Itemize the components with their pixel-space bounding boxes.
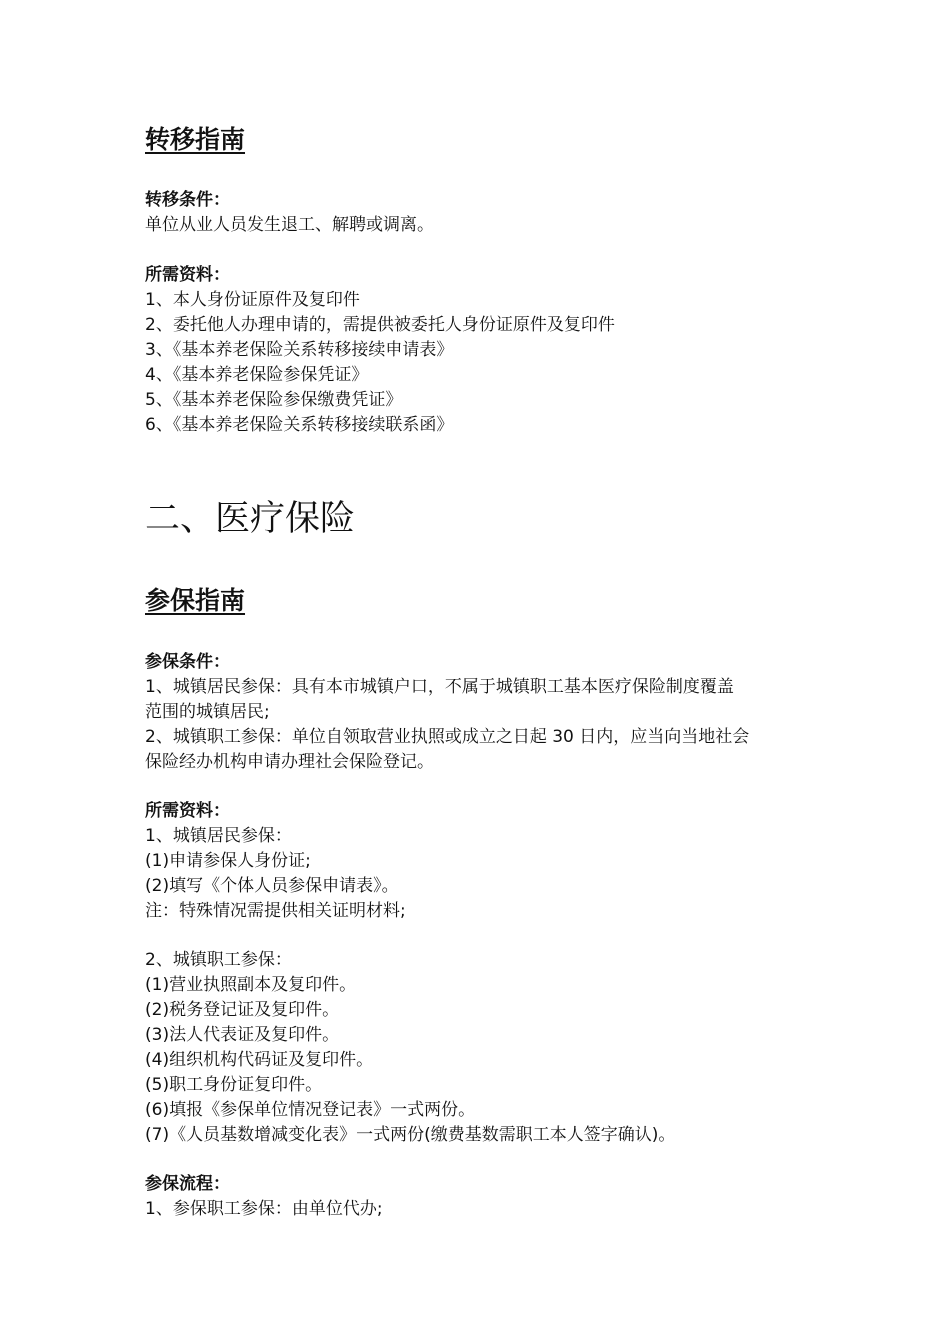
condition-line: 2、城镇职工参保：单位自领取营业执照或成立之日起 30 日内，应当向当地社会 xyxy=(145,727,750,747)
list-item: (7)《人员基数增减变化表》一式两份(缴费基数需职工本人签字确认)。 xyxy=(145,1125,676,1145)
list-item: 1、本人身份证原件及复印件 xyxy=(145,290,360,310)
enrollment-process-label: 参保流程： xyxy=(145,1174,230,1194)
medical-materials-label: 所需资料： xyxy=(145,801,230,821)
list-item: (2)填写《个体人员参保申请表》。 xyxy=(145,876,399,896)
list-item: 2、城镇职工参保： xyxy=(145,950,292,970)
list-item: (4)组织机构代码证及复印件。 xyxy=(145,1050,374,1070)
transfer-guide-heading: 转移指南 xyxy=(145,125,246,154)
list-item: 1、城镇居民参保： xyxy=(145,826,292,846)
list-item: 2、委托他人办理申请的，需提供被委托人身份证原件及复印件 xyxy=(145,315,615,335)
medical-insurance-title: 二、医疗保险 xyxy=(145,499,356,539)
enrollment-guide-heading: 参保指南 xyxy=(145,586,246,615)
list-item: 3、《基本养老保险关系转移接续申请表》 xyxy=(145,340,454,360)
condition-line: 范围的城镇居民; xyxy=(145,702,270,722)
note-line: 注：特殊情况需提供相关证明材料; xyxy=(145,901,406,921)
list-item: 6、《基本养老保险关系转移接续联系函》 xyxy=(145,415,454,435)
list-item: (3)法人代表证及复印件。 xyxy=(145,1025,340,1045)
list-item: (2)税务登记证及复印件。 xyxy=(145,1000,340,1020)
list-item: 1、参保职工参保：由单位代办; xyxy=(145,1199,383,1219)
list-item: (5)职工身份证复印件。 xyxy=(145,1075,323,1095)
list-item: (1)营业执照副本及复印件。 xyxy=(145,975,357,995)
condition-line: 保险经办机构申请办理社会保险登记。 xyxy=(145,752,434,772)
list-item: 5、《基本养老保险参保缴费凭证》 xyxy=(145,390,403,410)
transfer-conditions-text: 单位从业人员发生退工、解聘或调离。 xyxy=(145,215,434,235)
enrollment-conditions-label: 参保条件： xyxy=(145,652,230,672)
transfer-conditions-label: 转移条件： xyxy=(145,190,230,210)
condition-line: 1、城镇居民参保：具有本市城镇户口，不属于城镇职工基本医疗保险制度覆盖 xyxy=(145,677,734,697)
transfer-materials-label: 所需资料： xyxy=(145,265,230,285)
list-item: 4、《基本养老保险参保凭证》 xyxy=(145,365,369,385)
list-item: (1)申请参保人身份证; xyxy=(145,851,311,871)
list-item: (6)填报《参保单位情况登记表》一式两份。 xyxy=(145,1100,476,1120)
